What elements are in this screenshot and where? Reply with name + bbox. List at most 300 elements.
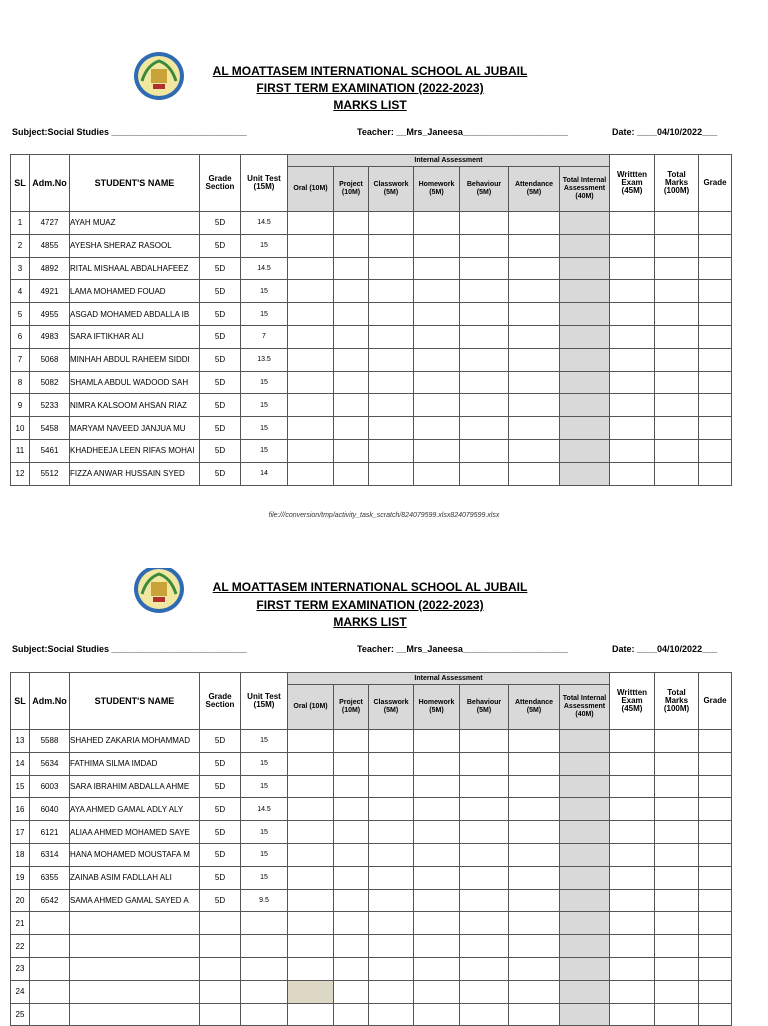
row-total-marks-cell[interactable] [655, 325, 699, 348]
row-unit-test[interactable]: 15 [241, 821, 288, 844]
row-homework-cell[interactable] [414, 980, 460, 1003]
row-total-marks-cell[interactable] [655, 889, 699, 912]
row-student-name[interactable]: FIZZA ANWAR HUSSAIN SYED [70, 462, 200, 485]
row-total-marks-cell[interactable] [655, 775, 699, 798]
row-oral-cell[interactable] [288, 462, 334, 485]
row-unit-test[interactable] [241, 980, 288, 1003]
row-oral-cell[interactable] [288, 935, 334, 958]
row-grade-cell[interactable] [699, 462, 732, 485]
row-classwork-cell[interactable] [369, 752, 414, 775]
row-grade-section[interactable]: 5D [200, 303, 241, 326]
row-attendance-cell[interactable] [509, 775, 560, 798]
row-written-exam-cell[interactable] [610, 371, 655, 394]
row-grade-cell[interactable] [699, 821, 732, 844]
row-written-exam-cell[interactable] [610, 212, 655, 235]
row-total-internal-cell[interactable] [560, 371, 610, 394]
row-grade-section[interactable]: 5D [200, 234, 241, 257]
row-project-cell[interactable] [334, 957, 369, 980]
row-student-name[interactable] [70, 1003, 200, 1026]
row-adm-no[interactable]: 5233 [30, 394, 70, 417]
row-behaviour-cell[interactable] [460, 371, 509, 394]
row-attendance-cell[interactable] [509, 212, 560, 235]
row-grade-cell[interactable] [699, 417, 732, 440]
row-oral-cell[interactable] [288, 371, 334, 394]
row-grade-section[interactable]: 5D [200, 462, 241, 485]
row-adm-no[interactable] [30, 980, 70, 1003]
row-grade-cell[interactable] [699, 957, 732, 980]
row-grade-cell[interactable] [699, 866, 732, 889]
row-total-internal-cell[interactable] [560, 234, 610, 257]
row-grade-section[interactable] [200, 957, 241, 980]
row-adm-no[interactable]: 4921 [30, 280, 70, 303]
row-homework-cell[interactable] [414, 257, 460, 280]
row-total-internal-cell[interactable] [560, 303, 610, 326]
row-project-cell[interactable] [334, 280, 369, 303]
row-grade-section[interactable] [200, 912, 241, 935]
row-adm-no[interactable]: 6355 [30, 866, 70, 889]
row-grade-cell[interactable] [699, 439, 732, 462]
row-total-marks-cell[interactable] [655, 957, 699, 980]
row-student-name[interactable] [70, 912, 200, 935]
row-total-internal-cell[interactable] [560, 257, 610, 280]
row-behaviour-cell[interactable] [460, 957, 509, 980]
row-project-cell[interactable] [334, 348, 369, 371]
row-adm-no[interactable]: 5588 [30, 730, 70, 753]
row-written-exam-cell[interactable] [610, 821, 655, 844]
row-grade-section[interactable]: 5D [200, 212, 241, 235]
row-attendance-cell[interactable] [509, 417, 560, 440]
row-unit-test[interactable]: 15 [241, 234, 288, 257]
row-adm-no[interactable]: 5461 [30, 439, 70, 462]
row-adm-no[interactable]: 6003 [30, 775, 70, 798]
row-total-internal-cell[interactable] [560, 1003, 610, 1026]
row-attendance-cell[interactable] [509, 957, 560, 980]
row-total-internal-cell[interactable] [560, 752, 610, 775]
row-homework-cell[interactable] [414, 439, 460, 462]
row-homework-cell[interactable] [414, 752, 460, 775]
row-total-marks-cell[interactable] [655, 212, 699, 235]
row-written-exam-cell[interactable] [610, 439, 655, 462]
row-behaviour-cell[interactable] [460, 303, 509, 326]
row-sl[interactable]: 11 [11, 439, 30, 462]
row-student-name[interactable]: MARYAM NAVEED JANJUA MU [70, 417, 200, 440]
row-grade-section[interactable]: 5D [200, 257, 241, 280]
row-written-exam-cell[interactable] [610, 394, 655, 417]
row-sl[interactable]: 2 [11, 234, 30, 257]
row-student-name[interactable]: MINHAH ABDUL RAHEEM SIDDI [70, 348, 200, 371]
row-grade-section[interactable]: 5D [200, 417, 241, 440]
row-total-marks-cell[interactable] [655, 752, 699, 775]
row-grade-section[interactable] [200, 980, 241, 1003]
row-homework-cell[interactable] [414, 234, 460, 257]
row-classwork-cell[interactable] [369, 912, 414, 935]
row-student-name[interactable]: SAMA AHMED GAMAL SAYED A [70, 889, 200, 912]
row-grade-cell[interactable] [699, 325, 732, 348]
row-homework-cell[interactable] [414, 348, 460, 371]
row-grade-section[interactable]: 5D [200, 371, 241, 394]
row-classwork-cell[interactable] [369, 325, 414, 348]
row-grade-section[interactable]: 5D [200, 775, 241, 798]
row-homework-cell[interactable] [414, 462, 460, 485]
row-written-exam-cell[interactable] [610, 935, 655, 958]
row-total-internal-cell[interactable] [560, 394, 610, 417]
row-grade-cell[interactable] [699, 730, 732, 753]
row-grade-section[interactable]: 5D [200, 821, 241, 844]
row-sl[interactable]: 13 [11, 730, 30, 753]
row-behaviour-cell[interactable] [460, 325, 509, 348]
row-written-exam-cell[interactable] [610, 462, 655, 485]
row-homework-cell[interactable] [414, 889, 460, 912]
row-total-marks-cell[interactable] [655, 912, 699, 935]
row-behaviour-cell[interactable] [460, 752, 509, 775]
row-written-exam-cell[interactable] [610, 752, 655, 775]
row-behaviour-cell[interactable] [460, 280, 509, 303]
row-classwork-cell[interactable] [369, 303, 414, 326]
row-grade-cell[interactable] [699, 303, 732, 326]
row-oral-cell[interactable] [288, 234, 334, 257]
row-written-exam-cell[interactable] [610, 417, 655, 440]
row-unit-test[interactable]: 15 [241, 843, 288, 866]
row-unit-test[interactable] [241, 935, 288, 958]
row-sl[interactable]: 10 [11, 417, 30, 440]
row-written-exam-cell[interactable] [610, 257, 655, 280]
row-grade-section[interactable]: 5D [200, 866, 241, 889]
row-adm-no[interactable]: 6040 [30, 798, 70, 821]
row-project-cell[interactable] [334, 212, 369, 235]
row-total-marks-cell[interactable] [655, 462, 699, 485]
row-unit-test[interactable]: 15 [241, 775, 288, 798]
row-attendance-cell[interactable] [509, 866, 560, 889]
row-attendance-cell[interactable] [509, 303, 560, 326]
row-adm-no[interactable]: 5634 [30, 752, 70, 775]
row-classwork-cell[interactable] [369, 980, 414, 1003]
row-behaviour-cell[interactable] [460, 348, 509, 371]
row-student-name[interactable]: AYA AHMED GAMAL ADLY ALY [70, 798, 200, 821]
row-student-name[interactable]: ALIAA AHMED MOHAMED SAYE [70, 821, 200, 844]
row-sl[interactable]: 16 [11, 798, 30, 821]
row-attendance-cell[interactable] [509, 980, 560, 1003]
row-homework-cell[interactable] [414, 798, 460, 821]
row-homework-cell[interactable] [414, 935, 460, 958]
row-project-cell[interactable] [334, 303, 369, 326]
row-total-internal-cell[interactable] [560, 912, 610, 935]
row-attendance-cell[interactable] [509, 843, 560, 866]
row-classwork-cell[interactable] [369, 394, 414, 417]
row-sl[interactable]: 23 [11, 957, 30, 980]
row-behaviour-cell[interactable] [460, 730, 509, 753]
row-homework-cell[interactable] [414, 866, 460, 889]
row-oral-cell[interactable] [288, 730, 334, 753]
row-behaviour-cell[interactable] [460, 866, 509, 889]
row-grade-section[interactable]: 5D [200, 798, 241, 821]
row-student-name[interactable]: SHAMLA ABDUL WADOOD SAH [70, 371, 200, 394]
row-behaviour-cell[interactable] [460, 821, 509, 844]
row-adm-no[interactable]: 6314 [30, 843, 70, 866]
row-classwork-cell[interactable] [369, 371, 414, 394]
row-project-cell[interactable] [334, 371, 369, 394]
row-adm-no[interactable]: 4892 [30, 257, 70, 280]
row-student-name[interactable]: AYAH MUAZ [70, 212, 200, 235]
row-grade-section[interactable]: 5D [200, 348, 241, 371]
row-grade-cell[interactable] [699, 912, 732, 935]
row-written-exam-cell[interactable] [610, 889, 655, 912]
row-homework-cell[interactable] [414, 325, 460, 348]
row-sl[interactable]: 17 [11, 821, 30, 844]
row-grade-cell[interactable] [699, 889, 732, 912]
row-attendance-cell[interactable] [509, 394, 560, 417]
row-classwork-cell[interactable] [369, 866, 414, 889]
row-total-internal-cell[interactable] [560, 935, 610, 958]
row-behaviour-cell[interactable] [460, 798, 509, 821]
row-classwork-cell[interactable] [369, 1003, 414, 1026]
row-adm-no[interactable] [30, 935, 70, 958]
row-written-exam-cell[interactable] [610, 798, 655, 821]
row-classwork-cell[interactable] [369, 798, 414, 821]
row-sl[interactable]: 7 [11, 348, 30, 371]
row-project-cell[interactable] [334, 980, 369, 1003]
row-oral-cell[interactable] [288, 798, 334, 821]
row-project-cell[interactable] [334, 394, 369, 417]
row-grade-section[interactable] [200, 1003, 241, 1026]
row-unit-test[interactable]: 15 [241, 752, 288, 775]
row-oral-cell[interactable] [288, 303, 334, 326]
row-total-internal-cell[interactable] [560, 980, 610, 1003]
row-grade-section[interactable]: 5D [200, 843, 241, 866]
row-classwork-cell[interactable] [369, 212, 414, 235]
row-sl[interactable]: 1 [11, 212, 30, 235]
row-behaviour-cell[interactable] [460, 417, 509, 440]
row-attendance-cell[interactable] [509, 889, 560, 912]
row-attendance-cell[interactable] [509, 912, 560, 935]
row-sl[interactable]: 20 [11, 889, 30, 912]
row-grade-section[interactable]: 5D [200, 730, 241, 753]
row-written-exam-cell[interactable] [610, 280, 655, 303]
row-grade-cell[interactable] [699, 752, 732, 775]
row-total-internal-cell[interactable] [560, 212, 610, 235]
row-grade-cell[interactable] [699, 1003, 732, 1026]
row-oral-cell[interactable] [288, 257, 334, 280]
row-grade-cell[interactable] [699, 280, 732, 303]
row-sl[interactable]: 5 [11, 303, 30, 326]
row-sl[interactable]: 3 [11, 257, 30, 280]
row-total-internal-cell[interactable] [560, 957, 610, 980]
row-oral-cell[interactable] [288, 957, 334, 980]
row-grade-cell[interactable] [699, 980, 732, 1003]
row-total-marks-cell[interactable] [655, 394, 699, 417]
row-classwork-cell[interactable] [369, 935, 414, 958]
row-project-cell[interactable] [334, 821, 369, 844]
row-sl[interactable]: 4 [11, 280, 30, 303]
row-unit-test[interactable] [241, 957, 288, 980]
row-total-marks-cell[interactable] [655, 980, 699, 1003]
row-total-marks-cell[interactable] [655, 234, 699, 257]
row-sl[interactable]: 12 [11, 462, 30, 485]
row-written-exam-cell[interactable] [610, 348, 655, 371]
row-written-exam-cell[interactable] [610, 775, 655, 798]
row-behaviour-cell[interactable] [460, 439, 509, 462]
row-project-cell[interactable] [334, 257, 369, 280]
row-unit-test[interactable] [241, 1003, 288, 1026]
row-unit-test[interactable]: 15 [241, 303, 288, 326]
row-attendance-cell[interactable] [509, 371, 560, 394]
row-adm-no[interactable] [30, 957, 70, 980]
row-behaviour-cell[interactable] [460, 212, 509, 235]
row-oral-cell[interactable] [288, 325, 334, 348]
row-project-cell[interactable] [334, 843, 369, 866]
row-project-cell[interactable] [334, 866, 369, 889]
row-homework-cell[interactable] [414, 843, 460, 866]
row-classwork-cell[interactable] [369, 775, 414, 798]
row-student-name[interactable] [70, 935, 200, 958]
row-homework-cell[interactable] [414, 775, 460, 798]
row-homework-cell[interactable] [414, 212, 460, 235]
row-behaviour-cell[interactable] [460, 462, 509, 485]
row-adm-no[interactable]: 6542 [30, 889, 70, 912]
row-grade-cell[interactable] [699, 843, 732, 866]
row-oral-cell[interactable] [288, 775, 334, 798]
row-total-internal-cell[interactable] [560, 730, 610, 753]
row-classwork-cell[interactable] [369, 730, 414, 753]
row-behaviour-cell[interactable] [460, 843, 509, 866]
row-grade-cell[interactable] [699, 348, 732, 371]
row-oral-cell[interactable] [288, 912, 334, 935]
row-unit-test[interactable]: 14.5 [241, 257, 288, 280]
row-attendance-cell[interactable] [509, 1003, 560, 1026]
row-unit-test[interactable]: 13.5 [241, 348, 288, 371]
row-student-name[interactable]: FATHIMA SILMA IMDAD [70, 752, 200, 775]
row-adm-no[interactable] [30, 1003, 70, 1026]
row-total-internal-cell[interactable] [560, 775, 610, 798]
row-oral-cell[interactable] [288, 439, 334, 462]
row-student-name[interactable]: NIMRA KALSOOM AHSAN RIAZ [70, 394, 200, 417]
row-total-marks-cell[interactable] [655, 866, 699, 889]
row-classwork-cell[interactable] [369, 889, 414, 912]
row-attendance-cell[interactable] [509, 798, 560, 821]
row-grade-cell[interactable] [699, 798, 732, 821]
row-written-exam-cell[interactable] [610, 730, 655, 753]
row-oral-cell[interactable] [288, 843, 334, 866]
row-total-internal-cell[interactable] [560, 821, 610, 844]
row-grade-section[interactable] [200, 935, 241, 958]
row-unit-test[interactable]: 15 [241, 280, 288, 303]
row-project-cell[interactable] [334, 417, 369, 440]
row-adm-no[interactable]: 4727 [30, 212, 70, 235]
row-student-name[interactable]: SHAHED ZAKARIA MOHAMMAD [70, 730, 200, 753]
row-classwork-cell[interactable] [369, 257, 414, 280]
row-oral-cell[interactable] [288, 212, 334, 235]
row-attendance-cell[interactable] [509, 730, 560, 753]
row-project-cell[interactable] [334, 1003, 369, 1026]
row-grade-section[interactable]: 5D [200, 394, 241, 417]
row-written-exam-cell[interactable] [610, 957, 655, 980]
row-grade-cell[interactable] [699, 234, 732, 257]
row-student-name[interactable]: KHADHEEJA LEEN RIFAS MOHAI [70, 439, 200, 462]
row-homework-cell[interactable] [414, 417, 460, 440]
row-grade-section[interactable]: 5D [200, 325, 241, 348]
row-adm-no[interactable]: 5068 [30, 348, 70, 371]
row-total-marks-cell[interactable] [655, 257, 699, 280]
row-total-marks-cell[interactable] [655, 348, 699, 371]
row-unit-test[interactable]: 15 [241, 417, 288, 440]
row-student-name[interactable]: LAMA MOHAMED FOUAD [70, 280, 200, 303]
row-total-marks-cell[interactable] [655, 730, 699, 753]
row-classwork-cell[interactable] [369, 439, 414, 462]
row-oral-cell[interactable] [288, 417, 334, 440]
row-homework-cell[interactable] [414, 303, 460, 326]
row-adm-no[interactable]: 4855 [30, 234, 70, 257]
row-homework-cell[interactable] [414, 957, 460, 980]
row-written-exam-cell[interactable] [610, 980, 655, 1003]
row-homework-cell[interactable] [414, 371, 460, 394]
row-behaviour-cell[interactable] [460, 935, 509, 958]
row-sl[interactable]: 18 [11, 843, 30, 866]
row-sl[interactable]: 25 [11, 1003, 30, 1026]
row-total-marks-cell[interactable] [655, 935, 699, 958]
row-oral-cell[interactable] [288, 866, 334, 889]
row-total-marks-cell[interactable] [655, 417, 699, 440]
row-written-exam-cell[interactable] [610, 325, 655, 348]
row-student-name[interactable] [70, 957, 200, 980]
row-sl[interactable]: 8 [11, 371, 30, 394]
row-total-internal-cell[interactable] [560, 439, 610, 462]
row-homework-cell[interactable] [414, 280, 460, 303]
row-classwork-cell[interactable] [369, 957, 414, 980]
row-project-cell[interactable] [334, 234, 369, 257]
row-student-name[interactable]: SARA IFTIKHAR ALI [70, 325, 200, 348]
row-classwork-cell[interactable] [369, 280, 414, 303]
row-attendance-cell[interactable] [509, 348, 560, 371]
row-total-marks-cell[interactable] [655, 371, 699, 394]
row-classwork-cell[interactable] [369, 234, 414, 257]
row-behaviour-cell[interactable] [460, 912, 509, 935]
row-total-internal-cell[interactable] [560, 462, 610, 485]
row-sl[interactable]: 19 [11, 866, 30, 889]
row-total-internal-cell[interactable] [560, 417, 610, 440]
row-attendance-cell[interactable] [509, 935, 560, 958]
row-project-cell[interactable] [334, 935, 369, 958]
row-oral-cell[interactable] [288, 394, 334, 417]
row-sl[interactable]: 24 [11, 980, 30, 1003]
row-oral-cell[interactable] [288, 280, 334, 303]
row-grade-cell[interactable] [699, 257, 732, 280]
row-adm-no[interactable]: 4955 [30, 303, 70, 326]
row-total-internal-cell[interactable] [560, 889, 610, 912]
row-sl[interactable]: 9 [11, 394, 30, 417]
row-student-name[interactable]: SARA IBRAHIM ABDALLA AHME [70, 775, 200, 798]
row-total-internal-cell[interactable] [560, 866, 610, 889]
row-grade-section[interactable]: 5D [200, 752, 241, 775]
row-project-cell[interactable] [334, 462, 369, 485]
row-attendance-cell[interactable] [509, 257, 560, 280]
row-homework-cell[interactable] [414, 730, 460, 753]
row-student-name[interactable] [70, 980, 200, 1003]
row-student-name[interactable]: AYESHA SHERAZ RASOOL [70, 234, 200, 257]
row-unit-test[interactable]: 14.5 [241, 798, 288, 821]
row-classwork-cell[interactable] [369, 462, 414, 485]
row-project-cell[interactable] [334, 730, 369, 753]
row-sl[interactable]: 15 [11, 775, 30, 798]
row-homework-cell[interactable] [414, 394, 460, 417]
row-total-marks-cell[interactable] [655, 798, 699, 821]
row-adm-no[interactable] [30, 912, 70, 935]
row-grade-cell[interactable] [699, 775, 732, 798]
row-total-internal-cell[interactable] [560, 280, 610, 303]
row-oral-cell[interactable] [288, 752, 334, 775]
row-grade-section[interactable]: 5D [200, 439, 241, 462]
row-homework-cell[interactable] [414, 1003, 460, 1026]
row-total-marks-cell[interactable] [655, 439, 699, 462]
row-attendance-cell[interactable] [509, 439, 560, 462]
